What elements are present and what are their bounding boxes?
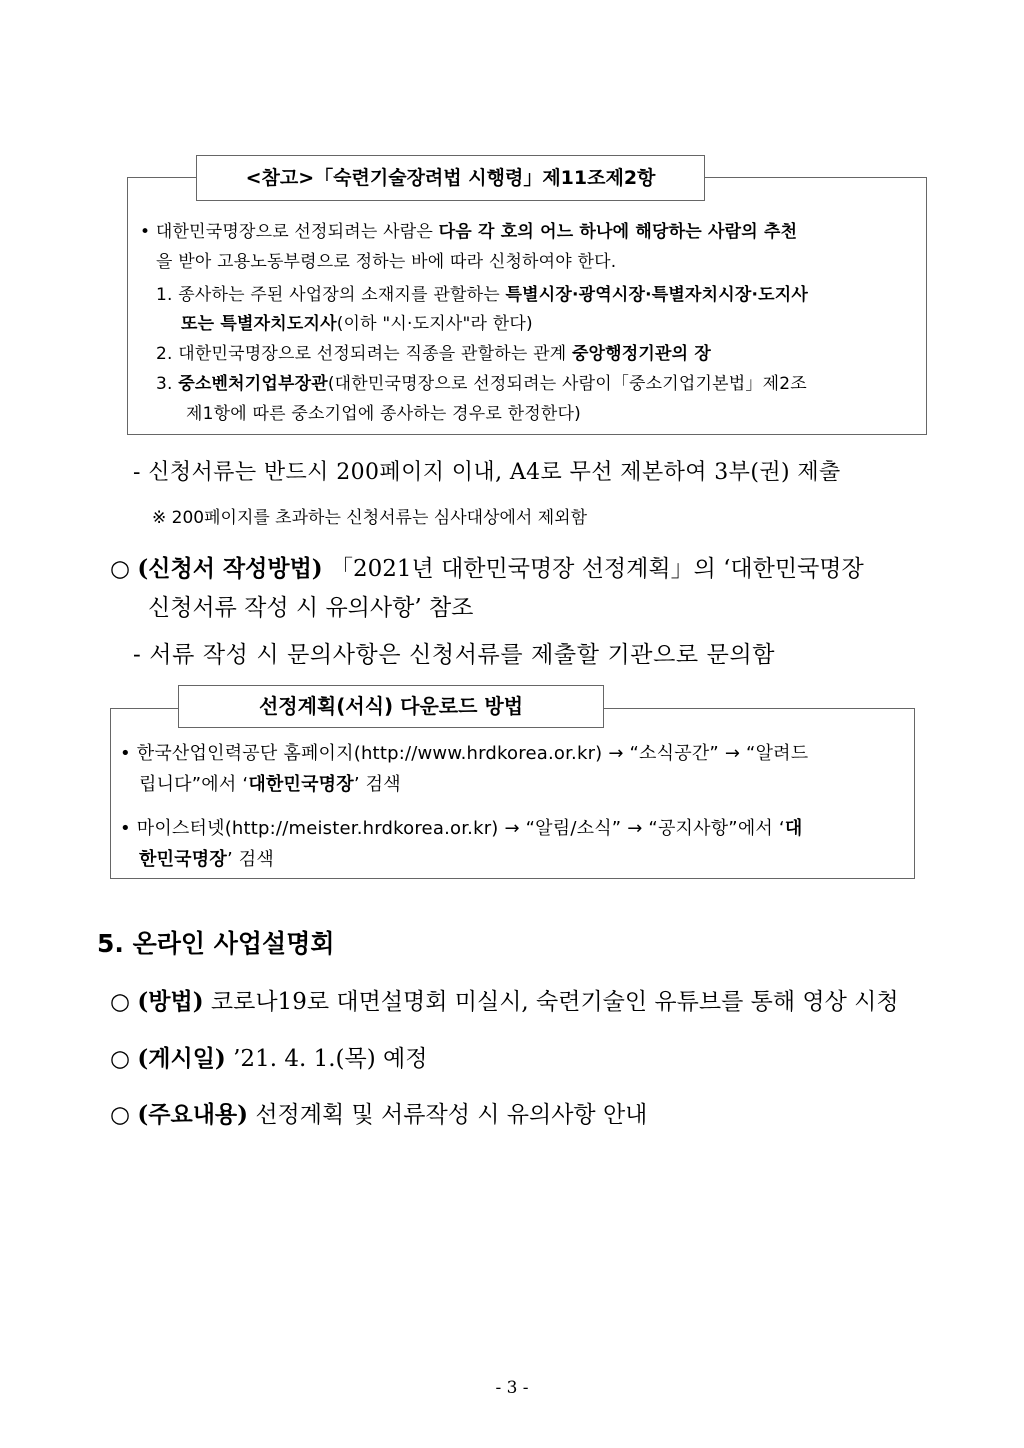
reference-item-3: 3. 중소벤처기업부장관(대한민국명장으로 선정되려는 사람이「중소기업기본법」제2조 <box>156 374 807 394</box>
download-bullet-2-line-2: 한민국명장’ 검색 <box>139 849 274 870</box>
section-5-item: ○ (게시일) ’21. 4. 1.(목) 예정 <box>110 1045 428 1072</box>
section-5-item: ○ (주요내용) 선정계획 및 서류작성 시 유의사항 안내 <box>110 1101 648 1128</box>
reference-line-1: • 대한민국명장으로 선정되려는 사람은 다음 각 호의 어느 하나에 해당하는 사람의 추천 <box>140 222 798 242</box>
section-5-heading: 5. 온라인 사업설명회 <box>97 929 335 958</box>
circle-marker: ○ <box>110 989 131 1015</box>
method-line-1: ○ (신청서 작성방법) 「2021년 대한민국명장 선정계획」의 ‘대한민국명장 <box>110 555 864 582</box>
submission-line: - 신청서류는 반드시 200페이지 이내, A4로 무선 제본하여 3부(권) 제출 <box>133 460 841 485</box>
bullet: • <box>140 222 151 242</box>
bullet: • <box>120 743 131 764</box>
circle-marker: ○ <box>110 1046 131 1072</box>
section-5-item: ○ (방법) 코로나19로 대면설명회 미실시, 숙련기술인 유튜브를 통해 영상 시청 <box>110 988 899 1015</box>
reference-item-1: 1. 종사하는 주된 사업장의 소재지를 관할하는 특별시장·광역시장·특별자치시장·도지사 <box>156 285 809 305</box>
submission-note: ※ 200페이지를 초과하는 신청서류는 심사대상에서 제외함 <box>152 508 587 528</box>
bullet: • <box>120 818 131 839</box>
reference-box <box>127 177 927 435</box>
download-bullet-1-line-1: • 한국산업인력공단 홈페이지(http://www.hrdkorea.or.kr) → “소식공간” → “알려드 <box>120 743 809 764</box>
reference-item-2: 2. 대한민국명장으로 선정되려는 직종을 관할하는 관계 중앙행정기관의 장 <box>156 344 712 364</box>
page-number: - 3 - <box>495 1378 529 1398</box>
download-bullet-1-line-2: 립니다”에서 ‘대한민국명장’ 검색 <box>139 774 401 795</box>
reference-item-1-cont: 또는 특별자치도지사(이하 "시·도지사"라 한다) <box>181 314 533 334</box>
download-bullet-2-line-1: • 마이스터넷(http://meister.hrdkorea.or.kr) → “알림/소식” → “공지사항”에서 ‘대 <box>120 818 803 839</box>
method-sub: - 서류 작성 시 문의사항은 신청서류를 제출할 기관으로 문의함 <box>133 642 776 668</box>
method-line-2: 신청서류 작성 시 유의사항’ 참조 <box>148 595 474 621</box>
circle-marker: ○ <box>110 1102 131 1128</box>
download-box-title: 선정계획(서식) 다운로드 방법 <box>178 685 604 728</box>
reference-line-2: 을 받아 고용노동부령으로 정하는 바에 따라 신청하여야 한다. <box>156 252 617 272</box>
method-label: (신청서 작성방법) <box>137 555 323 582</box>
circle-marker: ○ <box>110 556 131 582</box>
reference-box-title: <참고>「숙련기술장려법 시행령」제11조제2항 <box>196 155 705 201</box>
reference-item-3-cont: 제1항에 따른 중소기업에 종사하는 경우로 한정한다) <box>186 404 581 424</box>
